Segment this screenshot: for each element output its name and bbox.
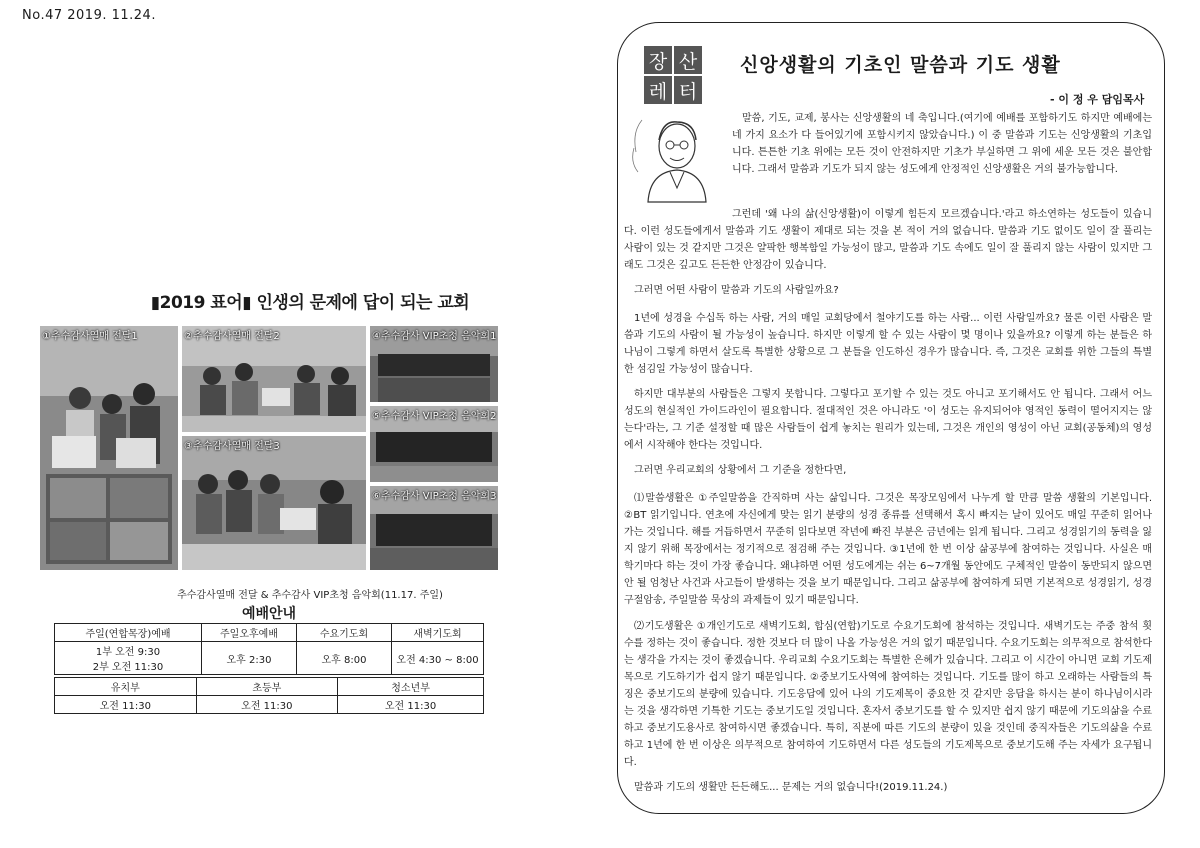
service-guide-title: 예배안내 [241, 606, 297, 622]
issue-number: No.47 2019. 11.24. [22, 8, 156, 23]
table-header: 초등부 [196, 678, 338, 696]
column-paragraph: 그런데 '왜 나의 삶(신앙생활)이 이렇게 힘든지 모르겠습니다.'라고 하소연하는 성도들이 있습니다. 이런 성도들에게서 말씀과 기도 생활이 제대로 되는 것을 본 적이 거의 없습니다. 말씀과 기도 없이도 일이 잘 풀리는 사람이 있는 것 같지만 그것은 얄팍한 행복함일 가능성이 많고, 말씀과 기도 속에도 일이 잘 풀리지 않는 사람이 있지만 그래도 그것은 깊고도 든든한 안정감이 있습니다. [624, 209, 1152, 271]
photo-caption: 추수감사열매 전달 & 추수감사 VIP초청 음악회(11.17. 주일) [177, 590, 443, 601]
department-schedule-table [54, 677, 484, 714]
table-row [55, 642, 484, 675]
column-paragraph: 말씀과 기도의 생활만 든든해도... 문제는 거의 없습니다!(2019.11.24.) [634, 782, 948, 793]
photo-label: ②추수감사열매 전달2 [184, 331, 280, 342]
people-illustration-icon [182, 436, 366, 570]
column-logo-char: 장 [644, 46, 672, 74]
sunday-first-service: 1부 오전 9:30 [95, 647, 161, 658]
photo-vip-concert-2 [370, 406, 498, 482]
table-row [55, 678, 484, 696]
table-cell: 오후 8:00 [297, 642, 392, 675]
table-cell: 오전 11:30 [196, 696, 338, 714]
column-paragraph: 하지만 대부분의 사람들은 그렇지 못합니다. 그렇다고 포기할 수 있는 것도 아니고 포기해서도 안 됩니다. 그래서 어느 성도의 현실적인 가이드라인이 필요합니다. 절대적인 것은 아니라도 '이 성도는 유지되어야 영적인 동력이 떨어지지는 않는다'라는, 그 기준 설정할 때 많은 사람들이 쉽게 놓치는 원리가 있는데, 그것은 개인의 영성이 아닌 교회(공동체)의 영성에서 시작해야 한다는 것입니다. [624, 389, 1152, 451]
table-cell: 오전 11:30 [55, 696, 197, 714]
year-slogan: ▮2019 표어▮ 인생의 문제에 답이 되는 교회 [150, 293, 470, 313]
photo-vip-concert-3 [370, 486, 498, 570]
column-logo-char: 산 [674, 46, 702, 74]
table-header: 주일(연합목장)예배 [55, 624, 202, 642]
table-header: 주일오후예배 [202, 624, 297, 642]
column-paragraph: 말씀, 기도, 교제, 봉사는 신앙생활의 네 축입니다.(여기에 예배를 포함하기도 하지만 예배에는 네 가지 요소가 다 들어있기에 포함시키지 않았습니다.) 이 중 말씀과 기도는 신앙생활의 기초입니다. 튼튼한 기초 위에는 모든 것이 안전하지만 기초가 부실하면 그 위에 세운 모든 것은 불안합니다. 그래서 말씀과 기도가 되지 않는 성도에게 안정적인 신앙생활은 거의 불가능합니다. [732, 113, 1152, 175]
table-row [55, 624, 484, 642]
column-paragraph: 1년에 성경을 수십독 하는 사람, 거의 매일 교회당에서 철야기도를 하는 사람... 이런 사람일까요? 물론 이런 사람은 말씀과 기도의 사람이 될 가능성이 높습니다. 하지만 이렇게 할 수 있는 사람이 몇 명이나 있을까요? 이렇게 하는 분들은 하나님이 그렇게 하면서 살도록 특별한 상황으로 그 분들을 인도하신 경우가 많습니다. 즉, 그것은 교회를 위한 그들의 특별한 섬김일 가능성이 많습니다. [624, 313, 1152, 375]
column-title: 신앙생활의 기초인 말씀과 기도 생활 [740, 54, 1061, 76]
table-row [55, 696, 484, 714]
column-logo-char: 레 [644, 76, 672, 104]
sunday-second-service: 2부 오전 11:30 [92, 662, 164, 673]
table-header: 청소년부 [338, 678, 484, 696]
column-author: - 이 정 우 담임목사 [1050, 93, 1145, 106]
table-cell [55, 642, 202, 675]
service-schedule-table [54, 623, 484, 675]
people-illustration-icon [40, 326, 178, 570]
photo-label: ④추수감사 VIP초청 음악회1 [372, 331, 497, 342]
photo-vip-concert-1 [370, 326, 498, 402]
column-paragraph: 그러면 어떤 사람이 말씀과 기도의 사람일까요? [634, 285, 839, 296]
table-header: 수요기도회 [297, 624, 392, 642]
photo-label: ⑥추수감사 VIP초청 음악회3 [372, 491, 497, 502]
column-paragraph: ⑵기도생활은 ①개인기도로 새벽기도회, 합심(연합)기도로 수요기도회에 참석하는 것입니다. 새벽기도는 주중 참석 횟수를 정하는 것이 좋습니다. 정한 것보다 더 많이 나올 가능성은 거의 없기 때문입니다. 수요기도회는 의무적으로 참석한다는 생각을 가지는 것이 좋겠습니다. 우리교회 수요기도회는 특별한 은혜가 있습니다. 그리고 이 시간이 아니면 교회 기도제목으로 기도하기가 쉽지 않기 때문입니다. ②중보기도사역에 참여하는 것입니다. 기도를 많이 하고 오래하는 사람들의 특징은 중보기도의 분량에 있습니다. 기도응답에 있어 나의 기도제목이 중요한 것 같지만 응답을 하시는 분이 하나님이시라는 것을 생각하면 기특한 기도는 중보기도일 것입니다. 혼자서 중보기도를 할 수 있지만 쉽지 않기 때문에 기도의삶을 수료하고 중보기도용사로 참여하시면 좋겠습니다. 특히, 직분에 따른 기도의 분량이 있을 것인데 중직자들은 기도의삶을 수료하고 1년에 한 번 이상은 의무적으로 참여하여 기도하면서 다른 성도들의 기도제목으로 중보기도해 주는 자세가 요구됩니다. [624, 621, 1152, 768]
table-header: 새벽기도회 [392, 624, 484, 642]
table-cell: 오전 11:30 [338, 696, 484, 714]
table-cell: 오후 2:30 [202, 642, 297, 675]
photo-label: ①추수감사열매 전달1 [42, 331, 138, 342]
column-paragraph: ⑴말씀생활은 ①주일말씀을 간직하며 사는 삶입니다. 그것은 목장모임에서 나누게 할 만큼 말씀 생활의 기본입니다. ②BT 읽기입니다. 연초에 자신에게 맞는 읽기 분량의 성경 종류를 선택해서 혹시 빠지는 날이 있어도 매일 꾸준히 읽어나가는 것입니다. 해를 거듭하면서 꾸준히 읽다보면 작년에 빠진 부분은 금년에는 읽게 됩니다. 그리고 성경읽기의 동력을 잃지 않기 위해 목장에서는 정기적으로 점검해 주는 것입니다. ③1년에 한 번 이상 삶공부에 참여하는 것입니다. 사실은 매 학기마다 하는 것이 가장 좋습니다. 왜냐하면 어떤 성도에게는 쉬는 6~7개월 동안에도 구체적인 말씀이 동반되지 않으면 안 될 엄청난 사건과 사고들이 발생하는 것을 보기 때문입니다. 그리고 삶공부에 참여하게 되면 기본적으로 성경읽기, 성경구절암송, 주일말씀 묵상의 과제들이 있기 때문입니다. [624, 493, 1152, 606]
table-header: 유치부 [55, 678, 197, 696]
photo-collage [40, 326, 580, 570]
photo-label: ⑤추수감사 VIP초청 음악회2 [372, 411, 497, 422]
table-cell: 오전 4:30 ~ 8:00 [392, 642, 484, 675]
photo-fruit-delivery-3 [182, 436, 366, 570]
column-paragraph: 그러면 우리교회의 상황에서 그 기준을 정한다면, [634, 465, 847, 476]
pastor-portrait-icon [628, 112, 726, 204]
photo-label: ③추수감사열매 전달3 [184, 441, 280, 452]
photo-fruit-delivery-2 [182, 326, 366, 432]
photo-fruit-delivery-1 [40, 326, 178, 570]
column-logo-char: 터 [674, 76, 702, 104]
